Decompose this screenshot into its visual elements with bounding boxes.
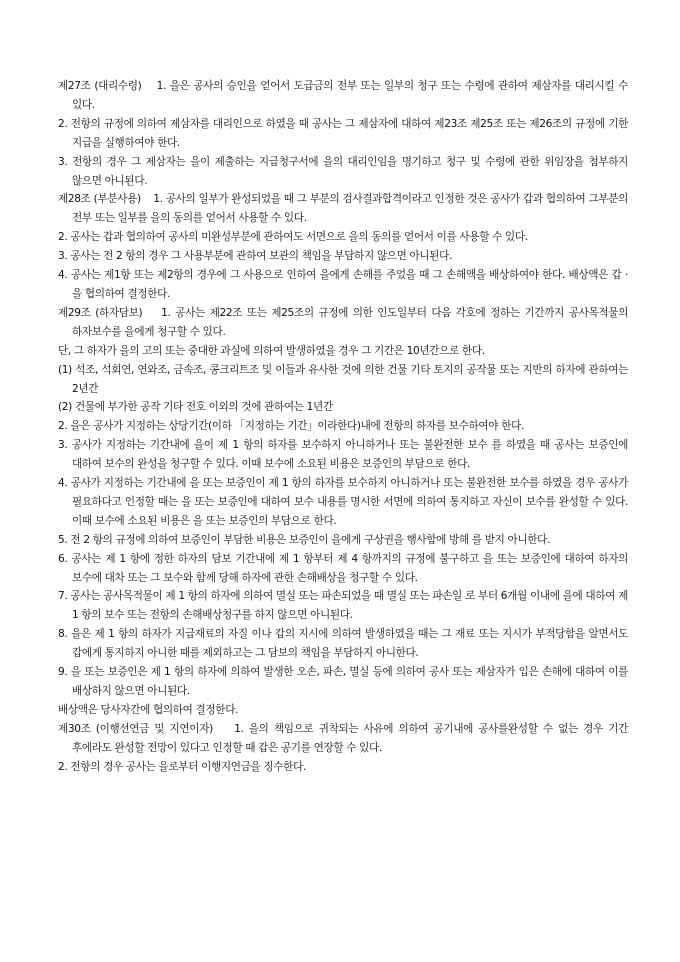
article-30-para-1: 1. 을의 책임으로 귀착되는 사유에 의하여 공기내에 공사를완성할 수 없는 경우 기간 후에라도 완성할 전망이 있다고 인정할 때 갑은 공기를 연장할 수 있다. [72,722,628,754]
article-29-heading: 제29조 (하자담보) [58,306,143,319]
article-28-para-2: 2. 공사는 갑과 협의하여 공사의 미완성부분에 관하여도 서면으로 을의 동의를 얻어서 이를 사용할 수 있다. [58,231,528,244]
article-28-first [58,190,628,228]
article-28-para-4: 4. 공사는 제1항 또는 제2항의 경우에 그 사용으로 인하여 을에게 손해를 주었을 때 그 손해액을 배상하여야 한다. 배상액은 갑 · 을 협의하여 결정한다. [58,269,628,300]
article-30-para-2: 2. 전항의 경우 공사는 을로부터 이행지연금을 징수한다. [58,760,306,773]
article-29-para-4: 4. 공사가 지정하는 기간내에 을 또는 보증인이 제 1 항의 하자를 보수하지 아니하거나 또는 불완전한 보수를 하였을 경우 공사가 필요하다고 인정할 때는 을 또는 보증인에 대하여 보수 내용를 명시한 서면에 의하여 통지하고 자신이 보수를 완성할 수 있다. 이때 보수에 소요된 비용은 을 또는 보증인의 부담으로 한다. [58,477,628,527]
article-27-para-1: 1. 을은 공사의 승인을 얻어서 도급금의 전부 또는 일부의 청구 또는 수령에 관하여 제삼자를 대리시킬 수 있다. [72,80,628,111]
article-29-proviso: 단, 그 하자가 을의 고의 또는 중대한 과실에 의하여 발생하였을 경우 그 기간은 10년간으로 한다. [58,344,485,357]
article-29-para-3: 3. 공사가 지정하는 기간내에 을이 제 1 항의 하자를 보수하지 아니하거나 또는 불완전한 보수 를 하였을 때 공사는 보증인에 대하여 보수의 완성을 청구할 수 있다. 이때 보수에 소요된 비용은 보증인의 부담으로 한다. [58,439,628,471]
article-29-compensation-note: 배상액은 당사자간에 협의하여 결정한다. [58,703,239,716]
article-29-para-5: 5. 전 2 항의 규정에 의하여 보증인이 부담한 비용은 보증인이 을에게 구상권을 행사함에 방해 를 받지 아니한다. [58,533,551,546]
article-28-heading: 제28조 (부분사용) [58,193,141,206]
article-30-heading: 제30조 (이행선연금 및 지연이자) [58,722,213,735]
article-30-first [58,720,628,758]
article-27-first [58,77,628,115]
article-29-para-8: 8. 을은 제 1 항의 하자가 지급재료의 자질 이나 갑의 지시에 의하여 발생하였을 때는 그 재료 또는 지시가 부적당함을 알면서도 갑에게 통지하지 아니한 때를 제외하고는 그 담보의 책임을 부담하지 아니한다. [58,628,628,660]
article-29-para-9: 9. 을 또는 보증인은 제 1 항의 하자에 의하여 발생한 오손, 파손, 멸실 등에 의하여 공사 또는 제삼자가 입은 손해에 대하여 이를 배상하지 않으면 아니된다. [58,666,628,697]
article-27-heading: 제27조 (대리수령) [58,80,142,92]
article-27-para-3: 3. 전항의 경우 그 제삼자는 을이 제출하는 지급청구서에 을의 대리인임을 명기하고 청구 및 수령에 관한 위임장을 첨부하지 않으면 아니된다. [58,155,628,187]
article-28-para-1: 1. 공사의 일부가 완성되었을 때 그 부분의 검사결과합격이라고 인정한 것은 공사가 갑과 협의하여 그부분의 전부 또는 일부를 을의 동의를 얻어서 사용할 수 있다. [72,193,629,225]
article-29-para-2: 2. 을은 공사가 지정하는 상당기간(이하 「지정하는 기간」이라한다)내에 전항의 하자를 보수하여야 한다. [58,420,524,433]
article-29-first [58,304,628,342]
article-29-para-7: 7. 공사는 공사목적물이 제 1 항의 하자에 의하여 멸실 또는 파손되었을 때 멸실 또는 파손일 로 부터 6개월 이내에 을에 대하여 제 1 항의 보수 또는 전항의 손해배상청구를 하지 않으면 아니된다. [58,590,628,622]
article-29-para-1: 1. 공사는 제22조 또는 제25조의 규정에 의한 인도일부터 다음 각호에 정하는 기간까지 공사목적물의 하자보수를 을에게 청구할 수 있다. [72,306,628,338]
article-29-item-1: (1) 석조, 석회연, 연와조, 금속조, 콩크리트조 및 이들과 유사한 것에 의한 건물 기타 토지의 공작물 또는 지반의 하자에 관하여는 2년간 [58,363,628,395]
article-29-para-6: 6. 공사는 제 1 항에 정한 하자의 담보 기간내에 제 1 항부터 제 4 항까지의 규정에 불구하고 을 또는 보증인에 대하여 하자의 보수에 대차 또는 그 보수와 함께 당해 하자에 관한 손해배상을 청구할 수 있다. [58,552,628,584]
article-28-para-3: 3. 공사는 전 2 항의 경우 그 사용부분에 관하여 보관의 책임을 부담하지 않으면 아니된다. [58,250,453,263]
article-27-para-2: 2. 전항의 규정에 의하여 제삼자를 대리인으로 하였을 때 공사는 그 제삼자에 대하여 제23조 제25조 또는 제26조의 규정에 기한 지급을 실행하여야 한다. [58,117,628,149]
article-29-item-2: (2) 건물에 부가한 공작 기타 전호 이외의 것에 관하여는 1년간 [58,401,333,414]
document-body [58,77,628,777]
